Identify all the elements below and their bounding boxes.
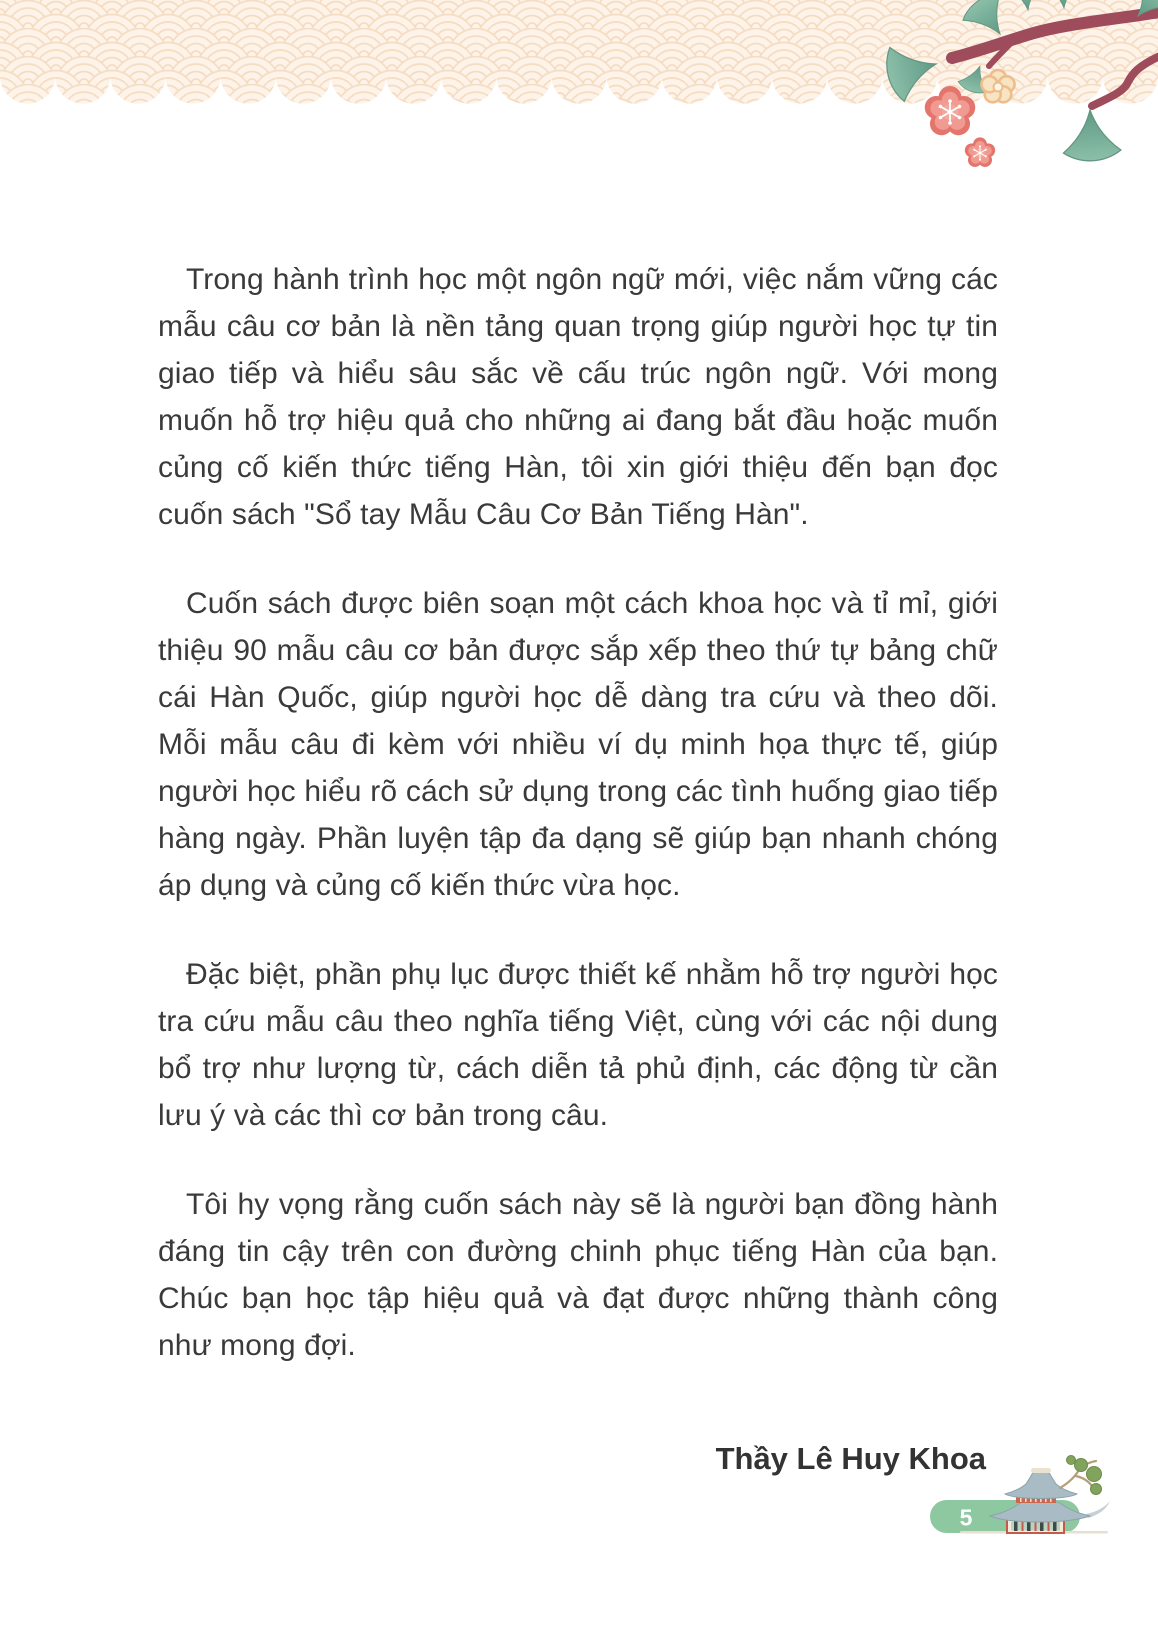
preface-paragraph-3: Đặc biệt, phần phụ lục được thiết kế nhằm hỗ trợ người học tra cứu mẫu câu theo nghĩa tiếng Việt, cùng với các nội dung bổ trợ như lượng từ, cách diễn tả phủ định, các động từ cần lưu ý và các thì cơ bản trong câu. bbox=[158, 958, 998, 1132]
page-footer-art bbox=[900, 1448, 1112, 1540]
author-signature: Thầy Lê Huy Khoa bbox=[715, 1441, 986, 1476]
preface-paragraph-2: Cuốn sách được biên soạn một cách khoa học và tỉ mỉ, giới thiệu 90 mẫu câu cơ bản được sắp xếp theo thứ tự bảng chữ cái Hàn Quốc, giúp người học dễ dàng tra cứu và theo dõi. Mỗi mẫu câu đi kèm với nhiều ví dụ minh họa thực tế, giúp người học hiểu rõ cách sử dụng trong các tình huống giao tiếp hàng ngày. Phần luyện tập đa dạng sẽ giúp bạn nhanh chóng áp dụng và củng cố kiến thức vừa học. bbox=[158, 587, 998, 902]
preface-paragraph-1: Trong hành trình học một ngôn ngữ mới, việc nắm vững các mẫu câu cơ bản là nền tảng quan trọng giúp người học tự tin giao tiếp và hiểu sâu sắc về cấu trúc ngôn ngữ. Với mong muốn hỗ trợ hiệu quả cho những ai đang bắt đầu hoặc muốn củng cố kiến thức tiếng Hàn, tôi xin giới thiệu đến bạn đọc cuốn sách "Sổ tay Mẫu Câu Cơ Bản Tiếng Hàn". bbox=[158, 263, 998, 531]
plum-branch-decoration bbox=[828, 0, 1158, 200]
page-number: 5 bbox=[959, 1504, 973, 1531]
preface-content bbox=[158, 256, 998, 1477]
pine-tree-icon bbox=[1060, 1456, 1102, 1495]
preface-paragraph-4: Tôi hy vọng rằng cuốn sách này sẽ là người bạn đồng hành đáng tin cậy trên con đường chinh phục tiếng Hàn của bạn. Chúc bạn học tập hiệu quả và đạt được những thành công như mong đợi. bbox=[158, 1188, 998, 1362]
